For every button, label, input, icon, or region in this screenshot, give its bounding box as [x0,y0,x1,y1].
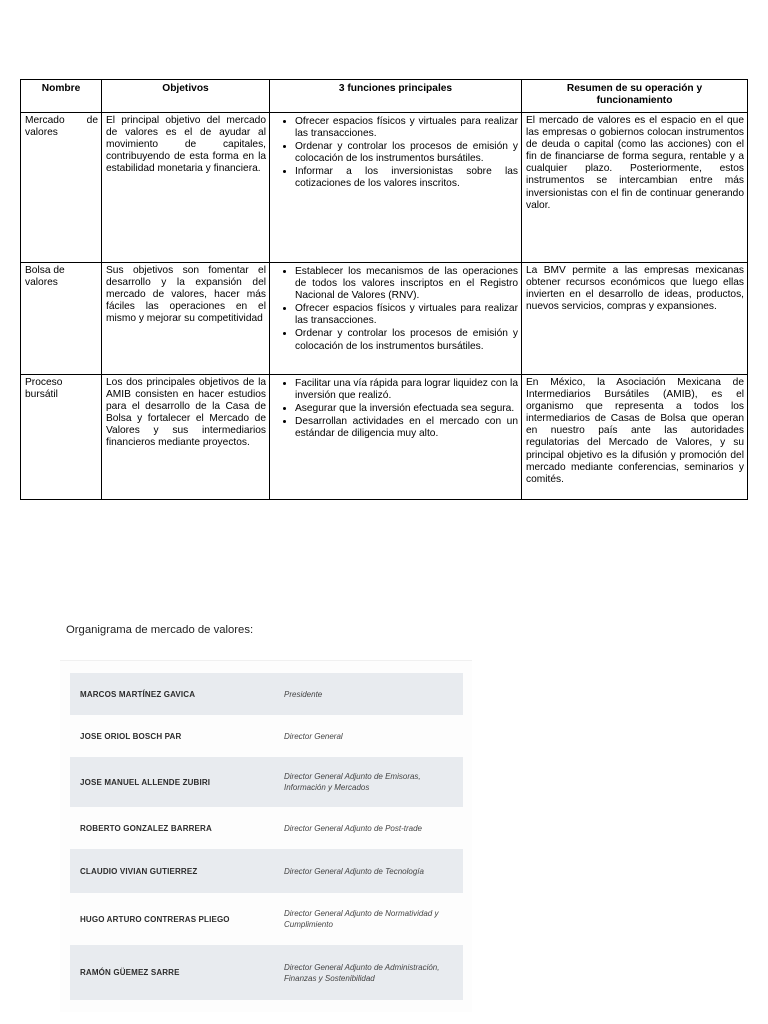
org-member-role: Presidente [284,689,323,699]
org-row [70,893,463,945]
org-member-role: Director General Adjunto de Post-trade [284,823,422,833]
org-member-name: CLAUDIO VIVIAN GUTIERREZ [80,866,198,876]
row-resumen: En México, la Asociación Mexicana de Intermediarios Bursátiles (AMIB), es el organismo que representa a todos los intermediarios de Casas de Bolsa que operan en nuestro país ante las autoridades regulatorias del Mercado de Valores, y su principal objetivo es la difusión y promoción del mercado mediante conferencias, seminarios y comités. [522,375,748,500]
funciones-list [274,115,518,191]
table-row [21,263,748,375]
header-nombre: Nombre [21,80,102,113]
list-item: • Establecer los mecanismos de las operaciones de todos los valores inscriptos en el Registro Nacional de Valores (RNV). [295,265,518,302]
list-item: • Ordenar y controlar los procesos de emisión y colocación de los instrumentos bursátiles. [295,327,518,352]
header-resumen: Resumen de su operación y funcionamiento [522,80,748,113]
list-item: • Ofrecer espacios físicos y virtuales para realizar las transacciones. [295,302,518,327]
table-row [21,113,748,263]
row-name: Bolsa de valores [21,263,102,375]
table-header-row [21,80,748,113]
row-funciones [270,375,522,500]
org-member-name: RAMÓN GÜEMEZ SARRE [80,968,180,977]
funciones-list [274,377,518,440]
row-funciones [270,113,522,263]
header-funciones: 3 funciones principales [270,80,522,113]
list-item: • Facilitar una vía rápida para lograr liquidez con la inversión que realizó. [295,377,518,402]
org-row [70,757,463,807]
org-row [70,715,463,757]
list-item: • Asegurar que la inversión efectuada sea segura. [295,402,518,415]
org-row [70,673,463,715]
org-member-name: MARCOS MARTÍNEZ GAVICA [80,689,196,699]
org-member-role: Director General Adjunto de Normatividad y Cumplimiento [284,909,439,929]
org-row [70,945,463,1000]
list-item: • Ordenar y controlar los procesos de emisión y colocación de los instrumentos bursátiles. [295,140,518,165]
org-member-name: ROBERTO GONZALEZ BARRERA [80,823,212,833]
table-row [21,375,748,500]
org-member-role: Director General [284,731,343,741]
list-item: • Informar a los inversionistas sobre las cotizaciones de los valores inscritos. [295,165,518,190]
org-row [70,849,463,893]
org-row [70,807,463,849]
row-name: Mercado de valores [21,113,102,263]
list-item: • Desarrollan actividades en el mercado con un estándar de diligencia muy alto. [295,415,518,440]
list-item: • Ofrecer espacios físicos y virtuales para realizar las transacciones. [295,115,518,140]
org-member-name: JOSE MANUEL ALLENDE ZUBIRI [80,777,211,787]
row-resumen: La BMV permite a las empresas mexicanas obtener recursos económicos que luego ellas invierten en el desarrollo de ideas, productos, nuevos servicios, compras y expansiones. [522,263,748,375]
markets-table [20,79,748,500]
row-resumen: El mercado de valores es el espacio en el que las empresas o gobiernos colocan instrumentos de deuda o capital (como las acciones) con el fin de financiarse de forma segura, rentable y a cualquier plazo. Posteriormente, estos instrumentos se intercambian entre más inversionistas con el fin de continuar generando valor. [522,113,748,263]
org-member-role: Director General Adjunto de Emisoras, Información y Mercados [284,772,421,792]
header-objetivos: Objetivos [102,80,270,113]
row-objetivos: El principal objetivo del mercado de valores es el de ayudar al movimiento de capitales, contribuyendo de esta forma en la estabilidad monetaria y financiera. [102,113,270,263]
row-objetivos: Los dos principales objetivos de la AMIB consisten en hacer estudios para el desarrollo de la Casa de Bolsa y fortalecer el Mercado de Valores y sus intermediarios financieros mediante proyectos. [102,375,270,500]
row-objetivos: Sus objetivos son fomentar el desarrollo y la expansión del mercado de valores, hacer más fáciles las operaciones en el mismo y mejorar su competitividad [102,263,270,375]
row-name: Proceso bursátil [21,375,102,500]
org-chart-caption: Organigrama de mercado de valores: [66,624,254,636]
row-funciones [270,263,522,375]
org-chart [60,660,472,1012]
org-member-name: HUGO ARTURO CONTRERAS PLIEGO [80,914,230,924]
org-member-role: Director General Adjunto de Tecnología [284,866,424,876]
funciones-list [274,265,518,353]
org-member-role: Director General Adjunto de Administración, Finanzas y Sostenibilidad [284,962,440,983]
org-member-name: JOSE ORIOL BOSCH PAR [80,731,182,741]
